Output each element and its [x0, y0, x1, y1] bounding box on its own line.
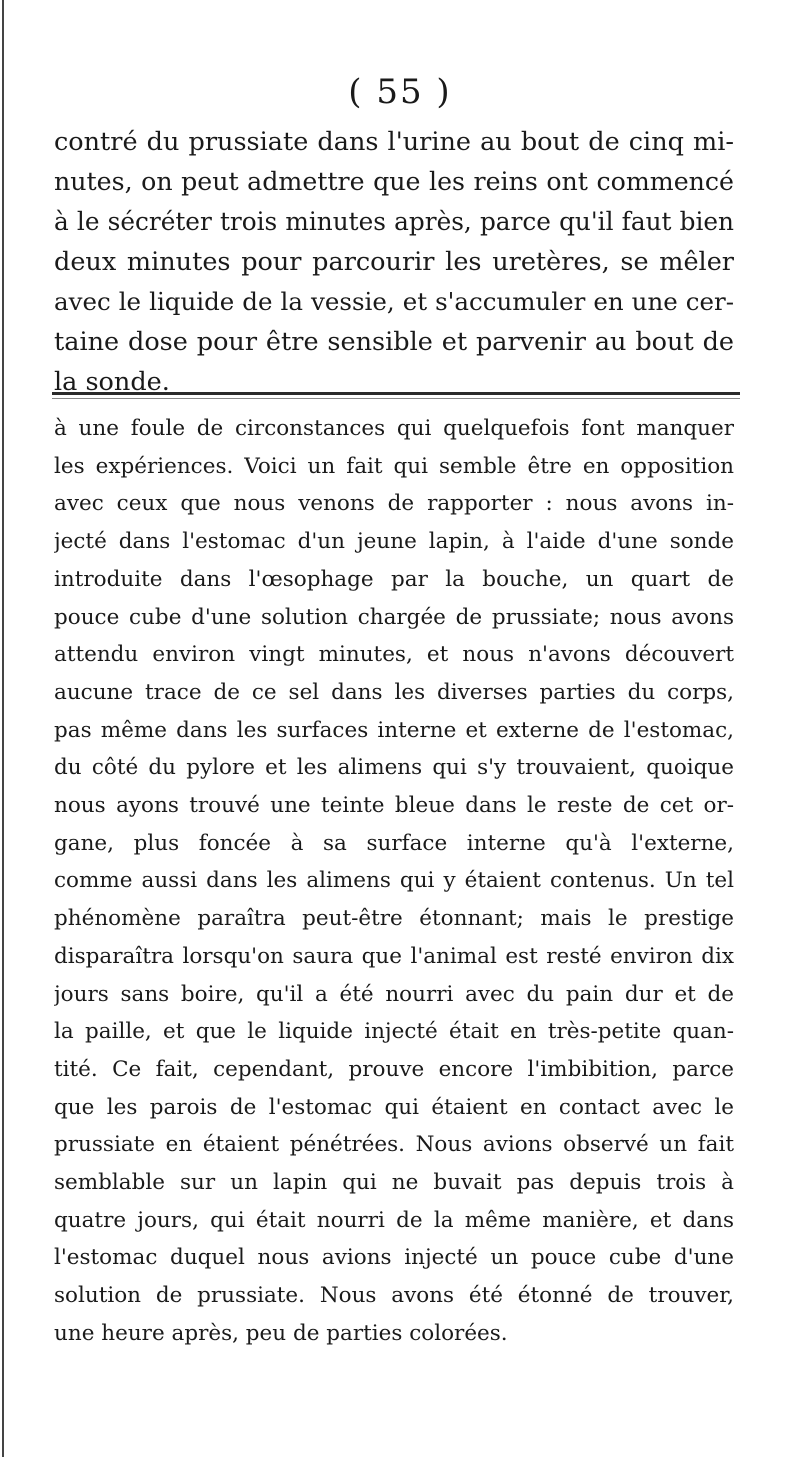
top-line: avec le liquide de la vessie, et s'accumuler en une cer-: [54, 287, 734, 316]
top-paragraph: [54, 122, 734, 402]
bottom-line: jecté dans l'estomac d'un jeune lapin, à l'aide d'une sonde: [54, 529, 734, 555]
page-edge-line: [2, 0, 4, 1457]
top-line: à le sécréter trois minutes après, parce qu'il faut bien: [54, 207, 734, 236]
top-line: la sonde.: [54, 367, 170, 397]
top-line: nutes, on peut admettre que les reins ont commencé: [54, 167, 734, 196]
bottom-line: gane, plus foncée à sa surface interne qu'à l'externe,: [54, 830, 734, 856]
bottom-line: l'estomac duquel nous avions injecté un pouce cube d'une: [54, 1245, 734, 1271]
bottom-line: à une foule de circonstances qui quelquefois font manquer: [54, 416, 734, 441]
bottom-paragraph: [54, 410, 734, 1353]
bottom-line: tité. Ce fait, cependant, prouve encore l'imbibition, parce: [54, 1056, 734, 1082]
bottom-line: la paille, et que le liquide injecté était en très-petite quan-: [54, 1019, 734, 1045]
top-line: contré du prussiate dans l'urine au bout de cinq mi-: [54, 127, 734, 157]
bottom-line: semblable sur un lapin qui ne buvait pas depuis trois à: [54, 1170, 734, 1196]
section-separator-thin: [52, 398, 740, 399]
bottom-line: aucune trace de ce sel dans les diverses parties du corps,: [54, 679, 734, 705]
bottom-line: que les parois de l'estomac qui étaient en contact avec le: [54, 1094, 734, 1120]
bottom-line: prussiate en étaient pénétrées. Nous avions observé un fait: [54, 1132, 734, 1158]
bottom-line: phénomène paraîtra peut-être étonnant; mais le prestige: [54, 906, 734, 932]
section-separator: [52, 392, 740, 395]
bottom-line: disparaîtra lorsqu'on saura que l'animal est resté environ dix: [54, 943, 734, 969]
top-line: taine dose pour être sensible et parvenir au bout de: [54, 327, 734, 357]
bottom-line: solution de prussiate. Nous avons été étonné de trouver,: [54, 1283, 734, 1309]
bottom-line: une heure après, peu de parties colorées.: [54, 1320, 508, 1346]
top-line: deux minutes pour parcourir les uretères, se mêler: [54, 247, 734, 277]
bottom-line: avec ceux que nous venons de rapporter : nous avons in-: [54, 491, 734, 517]
bottom-line: pouce cube d'une solution chargée de prussiate; nous avons: [54, 604, 734, 630]
bottom-line: comme aussi dans les alimens qui y étaient contenus. Un tel: [54, 868, 734, 894]
bottom-line: du côté du pylore et les alimens qui s'y trouvaient, quoique: [54, 755, 734, 781]
bottom-line: pas même dans les surfaces interne et externe de l'estomac,: [54, 717, 734, 743]
bottom-line: quatre jours, qui était nourri de la même manière, et dans: [54, 1207, 734, 1233]
bottom-line: introduite dans l'œsophage par la bouche, un quart de: [54, 566, 734, 592]
bottom-line: attendu environ vingt minutes, et nous n'avons découvert: [54, 642, 734, 668]
page-number: ( 55 ): [348, 72, 452, 112]
bottom-line: nous ayons trouvé une teinte bleue dans le reste de cet or-: [54, 793, 734, 819]
bottom-line: les expériences. Voici un fait qui semble être en opposition: [54, 453, 734, 479]
bottom-line: jours sans boire, qu'il a été nourri avec du pain dur et de: [54, 981, 734, 1007]
